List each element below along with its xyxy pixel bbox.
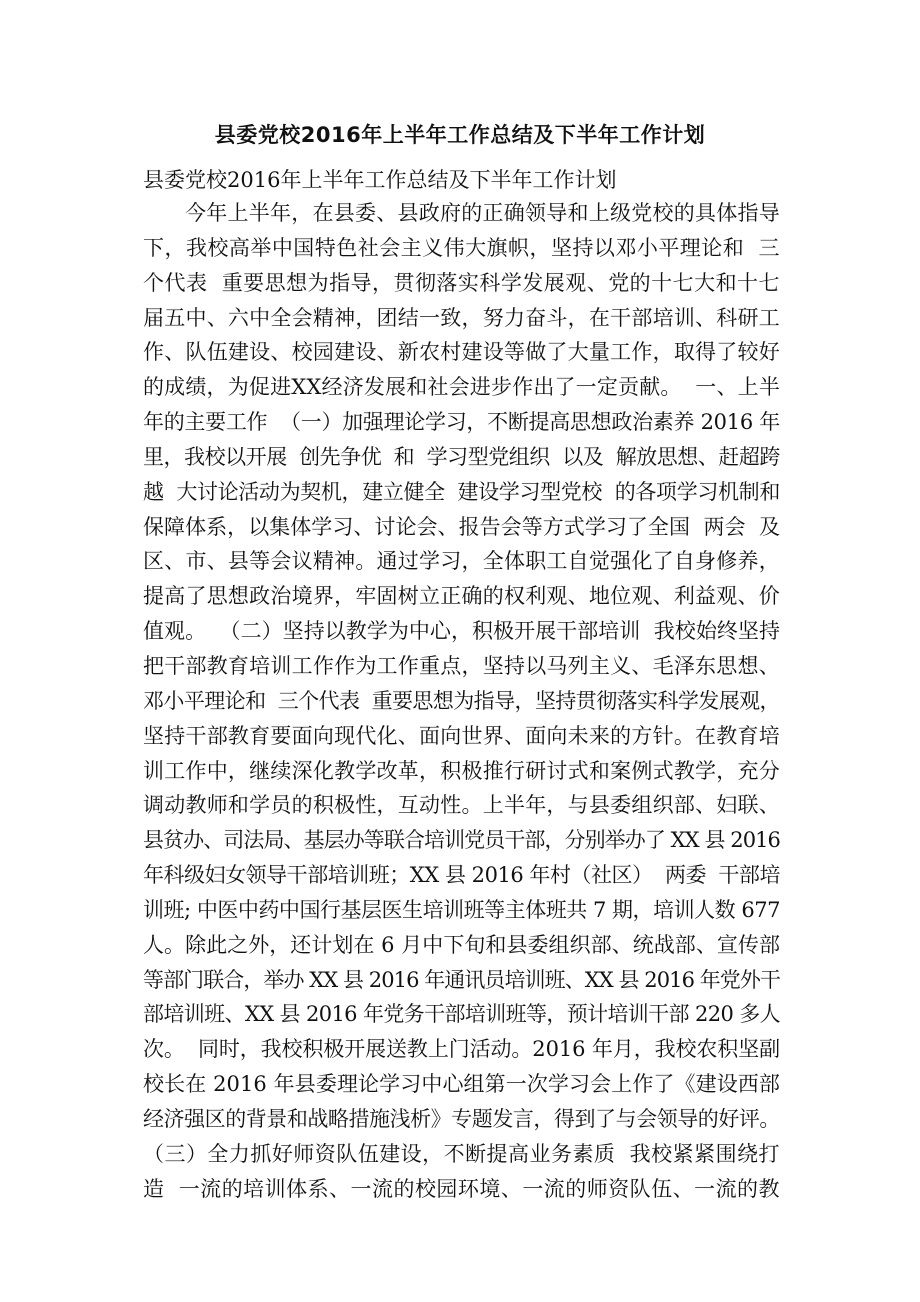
body-text-line: 提高了思想政治境界，牢固树立正确的权利观、地位观、利益观、价	[143, 584, 780, 609]
body-text-line: 造 一流的培训体系、一流的校园环境、一流的师资队伍、一流的教	[143, 1176, 780, 1201]
body-text-line: 人。除此之外，还计划在 6 月中下旬和县委组织部、统战部、宣传部	[143, 932, 780, 957]
body-text-line: 坚持干部教育要面向现代化、面向世界、面向未来的方针。在教育培	[143, 723, 780, 748]
body-text-line: 次。 同时，我校积极开展送教上门活动。2016 年月，我校农积坚副	[143, 1037, 780, 1062]
body-text-line: 下，我校高举中国特色社会主义伟大旗帜，坚持以邓小平理论和 三	[143, 235, 780, 260]
body-text-line: 经济强区的背景和战略措施浅析》专题发言，得到了与会领导的好评。	[143, 1106, 780, 1131]
body-text-line: 训工作中，继续深化教学改革，积极推行研讨式和案例式教学，充分	[143, 758, 780, 783]
body-text-line: 部培训班、XX 县 2016 年党务干部培训班等，预计培训干部 220 多人	[143, 1002, 780, 1027]
body-text-line: 训班; 中医中药中国行基层医生培训班等主体班共 7 期，培训人数 677	[143, 897, 780, 922]
body-text-line: 把干部教育培训工作作为工作重点，坚持以马列主义、毛泽东思想、	[143, 653, 780, 678]
body-text-line: 区、市、县等会议精神。通过学习，全体职工自觉强化了自身修养，	[143, 549, 780, 574]
body-text-line: （三）全力抓好师资队伍建设，不断提高业务素质 我校紧紧围绕打	[143, 1141, 780, 1166]
body-text-line: 邓小平理论和 三个代表 重要思想为指导，坚持贯彻落实科学发展观，	[143, 688, 780, 713]
body-text-line: 届五中、六中全会精神，团结一致，努力奋斗，在干部培训、科研工	[143, 305, 780, 330]
body-text-line: 县贫办、司法局、基层办等联合培训党员干部，分别举办了 XX 县 2016	[143, 828, 780, 853]
body-text-line: 今年上半年，在县委、县政府的正确领导和上级党校的具体指导	[185, 201, 780, 225]
document-title: 县委党校2016年上半年工作总结及下半年工作计划	[214, 123, 706, 147]
body-text-line: 等部门联合，举办 XX 县 2016 年通讯员培训班、XX 县 2016 年党外干	[143, 967, 780, 992]
body-text-line: 年的主要工作 （一）加强理论学习，不断提高思想政治素养 2016 年	[143, 410, 780, 435]
body-text-line: 值观。 （二）坚持以教学为中心，积极开展干部培训 我校始终坚持	[143, 619, 780, 644]
body-text-line: 校长在 2016 年县委理论学习中心组第一次学习会上作了《建设西部	[143, 1072, 780, 1097]
body-text-line: 作、队伍建设、校园建设、新农村建设等做了大量工作，取得了较好	[143, 340, 780, 365]
body-text-line: 保障体系，以集体学习、讨论会、报告会等方式学习了全国 两会 及	[143, 514, 780, 539]
body-text-line: 里，我校以开展 创先争优 和 学习型党组织 以及 解放思想、赶超跨	[143, 444, 780, 469]
body-text-line: 个代表 重要思想为指导，贯彻落实科学发展观、党的十七大和十七	[143, 270, 780, 295]
body-text-line: 越 大讨论活动为契机，建立健全 建设学习型党校 的各项学习机制和	[143, 479, 780, 504]
document-subtitle: 县委党校2016年上半年工作总结及下半年工作计划	[143, 168, 617, 192]
body-text-line: 年科级妇女领导干部培训班；XX 县 2016 年村（社区） 两委 干部培	[143, 863, 780, 888]
body-text-line: 的成绩，为促进XX经济发展和社会进步作出了一定贡献。 一、上半	[143, 375, 780, 400]
body-text-line: 调动教师和学员的积极性，互动性。上半年，与县委组织部、妇联、	[143, 793, 780, 818]
document-body	[143, 196, 780, 1206]
